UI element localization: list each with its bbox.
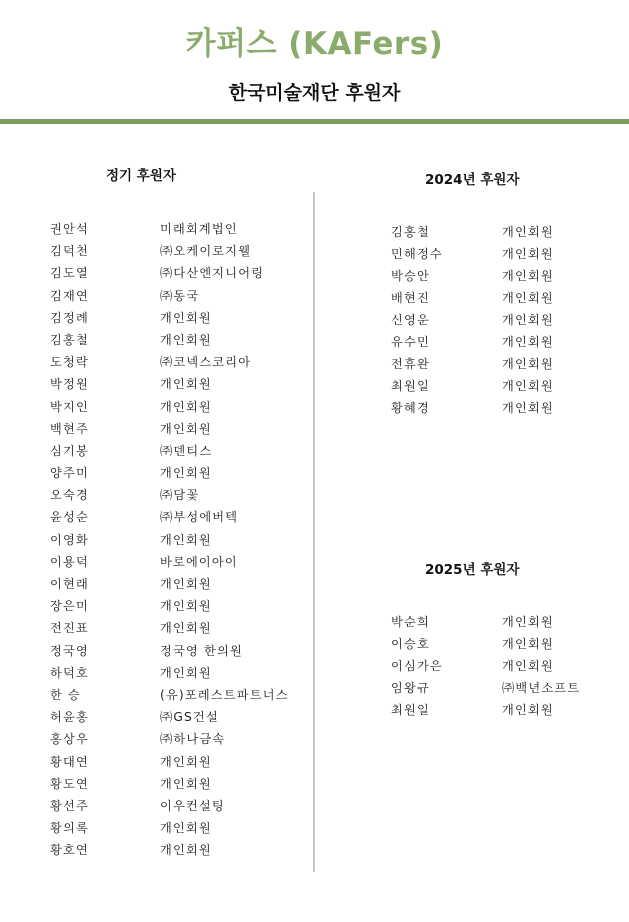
sponsor-affiliation: ㈜하나금속 — [160, 732, 226, 747]
sponsor-name: 김홍철 — [391, 225, 430, 239]
sponsor-name: 이승호 — [391, 637, 430, 651]
sponsor-name: 김정례 — [50, 310, 89, 325]
regular-sponsors-heading: 정기 후원자 — [106, 168, 176, 184]
sponsor-row — [50, 753, 305, 775]
sponsor-row — [50, 220, 305, 242]
regular-sponsors-list — [50, 220, 305, 863]
sponsor-affiliation: ㈜GS건설 — [160, 710, 219, 725]
sponsor-affiliation: 개인회원 — [160, 421, 212, 436]
sponsor-row — [50, 486, 305, 508]
sponsor-name: 임왕규 — [391, 681, 430, 695]
sponsor-name: 황의록 — [50, 821, 89, 836]
sponsor-row — [391, 267, 621, 289]
sponsor-name: 이용덕 — [50, 554, 89, 569]
sponsor-name: 황선주 — [50, 798, 89, 813]
sponsor-affiliation: 미래회계법인 — [160, 222, 238, 236]
sponsor-row — [391, 613, 621, 635]
sponsor-name: 김도열 — [50, 266, 89, 281]
sponsor-row — [391, 679, 621, 701]
sponsor-affiliation: 개인회원 — [160, 665, 212, 680]
sponsor-name: 박지인 — [50, 399, 89, 414]
sponsor-name: 백현주 — [50, 421, 89, 436]
page-subtitle: 한국미술재단 후원자 — [228, 82, 401, 104]
sponsors-2025-list — [391, 613, 621, 723]
sponsor-name: 도청락 — [50, 355, 89, 370]
sponsor-name: 심기봉 — [50, 443, 89, 458]
sponsor-row — [50, 597, 305, 619]
sponsor-row — [391, 311, 621, 333]
sponsor-row — [50, 797, 305, 819]
sponsor-affiliation: 개인회원 — [160, 621, 212, 636]
sponsor-affiliation: 개인회원 — [502, 313, 554, 327]
sponsor-row — [391, 701, 621, 723]
sponsors-2024-list — [391, 223, 621, 421]
sponsor-affiliation: 개인회원 — [160, 776, 212, 791]
sponsor-row — [50, 464, 305, 486]
sponsor-name: 정국영 — [50, 643, 89, 658]
sponsor-affiliation: ㈜오케이로지웰 — [160, 244, 252, 259]
sponsor-affiliation: 개인회원 — [502, 379, 554, 393]
sponsor-affiliation: 개인회원 — [160, 577, 212, 591]
sponsor-row — [50, 508, 305, 530]
sponsor-name: 이현래 — [50, 577, 89, 591]
sponsor-affiliation: ㈜담꽃 — [160, 488, 200, 503]
sponsor-row — [391, 377, 621, 399]
sponsor-affiliation: 개인회원 — [160, 310, 212, 325]
sponsor-row — [50, 398, 305, 420]
sponsor-row — [50, 264, 305, 286]
sponsor-row — [50, 442, 305, 464]
sponsor-row — [50, 619, 305, 641]
sponsors-2025-heading: 2025년 후원자 — [425, 562, 520, 578]
sponsor-affiliation: ㈜동국 — [160, 288, 200, 303]
sponsor-name: 최원일 — [391, 379, 430, 393]
sponsor-name: 황호연 — [50, 843, 89, 858]
sponsor-row — [50, 819, 305, 841]
sponsor-affiliation: 개인회원 — [502, 291, 554, 305]
sponsor-affiliation: 바로에이아이 — [160, 554, 238, 569]
sponsor-row — [50, 708, 305, 730]
sponsor-affiliation: 개인회원 — [502, 401, 554, 415]
sponsor-affiliation: 개인회원 — [160, 532, 212, 547]
sponsor-affiliation: 개인회원 — [160, 377, 212, 392]
sponsor-name: 전진표 — [50, 621, 89, 636]
sponsor-affiliation: ㈜백년소프트 — [502, 681, 581, 695]
sponsor-name: 전휴완 — [391, 357, 430, 371]
sponsor-name: 배현진 — [391, 291, 430, 305]
sponsor-affiliation: 개인회원 — [502, 269, 554, 283]
sponsor-row — [50, 730, 305, 752]
sponsor-affiliation: 개인회원 — [502, 247, 554, 261]
sponsor-affiliation: 개인회원 — [502, 615, 554, 629]
sponsor-affiliation: ㈜다산엔지니어링 — [160, 266, 265, 281]
sponsor-row — [391, 245, 621, 267]
sponsor-name: 박정원 — [50, 377, 89, 392]
sponsor-name: 최원일 — [391, 703, 430, 717]
sponsor-affiliation: 개인회원 — [160, 843, 212, 858]
sponsor-row — [50, 841, 305, 863]
sponsor-affiliation: 개인회원 — [502, 357, 554, 371]
sponsor-name: 김재연 — [50, 288, 89, 303]
sponsor-affiliation: 정국영 한의원 — [160, 643, 243, 658]
sponsor-row — [50, 531, 305, 553]
sponsor-row — [50, 664, 305, 686]
sponsors-2024-heading: 2024년 후원자 — [425, 172, 520, 188]
sponsor-affiliation: 개인회원 — [160, 599, 212, 614]
sponsor-name: 홍상우 — [50, 732, 89, 747]
sponsor-name: 양주미 — [50, 466, 89, 481]
sponsor-name: 허윤홍 — [50, 710, 89, 725]
sponsor-affiliation: 개인회원 — [160, 466, 212, 481]
sponsor-name: 황대연 — [50, 754, 89, 769]
sponsor-name: 박순희 — [391, 615, 430, 629]
sponsor-row — [50, 242, 305, 264]
sponsor-row — [391, 635, 621, 657]
sponsor-name: 윤성순 — [50, 510, 89, 525]
sponsor-name: 신영운 — [391, 313, 430, 327]
sponsor-row — [50, 309, 305, 331]
sponsor-row — [50, 775, 305, 797]
sponsor-name: 오숙경 — [50, 488, 89, 503]
sponsor-name: 박승안 — [391, 269, 430, 283]
sponsor-row — [50, 375, 305, 397]
sponsor-affiliation: 개인회원 — [160, 332, 212, 347]
sponsor-affiliation: 개인회원 — [502, 703, 554, 717]
sponsor-row — [50, 353, 305, 375]
column-divider — [313, 192, 315, 872]
sponsor-row — [391, 289, 621, 311]
sponsor-row — [391, 355, 621, 377]
sponsor-name: 김덕천 — [50, 244, 89, 259]
sponsor-name: 김홍철 — [50, 332, 89, 347]
sponsor-affiliation: 개인회원 — [160, 754, 212, 769]
page-title: 카퍼스 (KAFers) — [185, 26, 444, 62]
sponsor-name: 이영화 — [50, 532, 89, 547]
sponsor-affiliation: 개인회원 — [502, 335, 554, 349]
sponsor-name: 황도연 — [50, 776, 89, 791]
sponsor-name: 유수민 — [391, 335, 430, 349]
sponsor-row — [50, 642, 305, 664]
sponsor-name: 장은미 — [50, 599, 89, 614]
sponsor-name: 황혜경 — [391, 401, 430, 415]
sponsor-row — [50, 287, 305, 309]
sponsor-row — [391, 399, 621, 421]
sponsor-name: 한 승 — [50, 687, 82, 702]
sponsor-affiliation: 개인회원 — [502, 659, 554, 673]
sponsor-affiliation: ㈜부성에버텍 — [160, 510, 239, 525]
sponsor-affiliation: 개인회원 — [502, 225, 554, 239]
sponsor-affiliation: 개인회원 — [160, 821, 212, 836]
sponsor-row — [50, 686, 305, 708]
sponsor-row — [50, 553, 305, 575]
sponsor-affiliation: 개인회원 — [502, 637, 554, 651]
sponsor-row — [50, 575, 305, 597]
header-rule — [0, 119, 629, 124]
sponsor-affiliation: 이우컨설팅 — [160, 798, 225, 813]
sponsor-row — [391, 657, 621, 679]
sponsor-affiliation: 개인회원 — [160, 399, 212, 414]
sponsor-affiliation: (유)포레스트파트너스 — [160, 687, 289, 702]
sponsor-name: 민해정수 — [391, 247, 443, 261]
sponsor-row — [50, 331, 305, 353]
sponsor-name: 권안석 — [50, 222, 89, 236]
sponsor-row — [391, 223, 621, 245]
sponsor-affiliation: ㈜덴티스 — [160, 443, 213, 458]
sponsor-name: 이심가은 — [391, 659, 443, 673]
sponsor-affiliation: ㈜코넥스코리아 — [160, 355, 252, 370]
sponsor-name: 하덕호 — [50, 665, 89, 680]
sponsor-row — [391, 333, 621, 355]
sponsor-row — [50, 420, 305, 442]
